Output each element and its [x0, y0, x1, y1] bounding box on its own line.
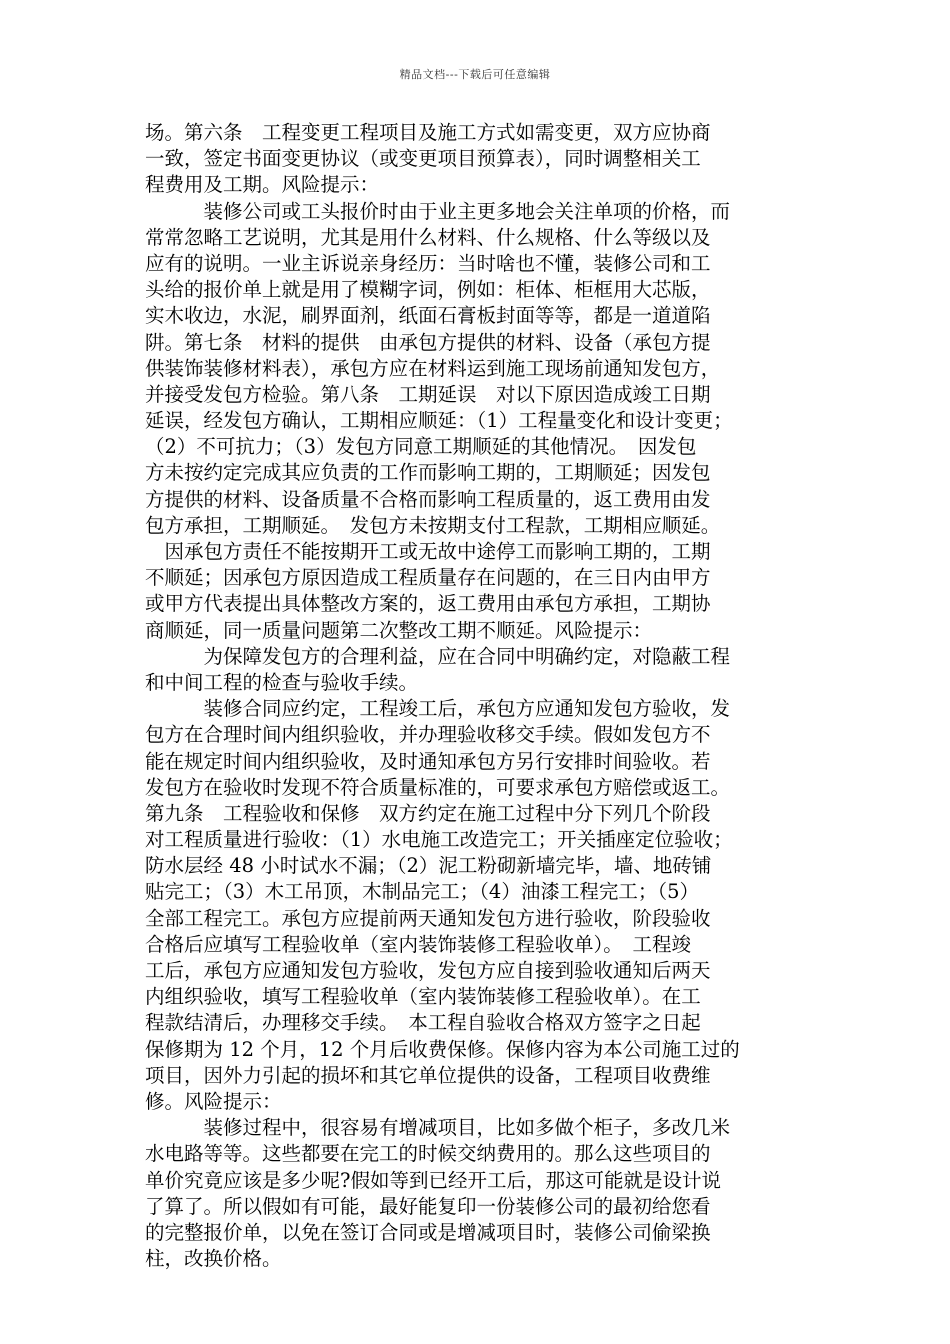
text-line: 修。风险提示： — [145, 1089, 282, 1113]
text-line: 应有的说明。一业主诉说亲身经历：当时啥也不懂，装修公司和工 — [145, 251, 711, 275]
page-header: 精品文档---下载后可任意编辑 — [399, 68, 551, 81]
text-line: 了算了。所以假如有可能，最好能复印一份装修公司的最初给您看 — [145, 1194, 711, 1218]
text-line: 的完整报价单，以免在签订合同或是增减项目时，装修公司偷梁换 — [145, 1220, 711, 1244]
text-line: 延误，经发包方确认，工期相应顺延：（1）工程量变化和设计变更； — [145, 409, 733, 433]
text-line: 阱。第七条 材料的提供 由承包方提供的材料、设备（承包方提 — [145, 330, 711, 354]
text-line: 程费用及工期。风险提示： — [145, 173, 380, 197]
text-line: 对工程质量进行验收：（1）水电施工改造完工；开关插座定位验收； — [145, 828, 733, 852]
text-line: 因承包方责任不能按期开工或无故中途停工而影响工期的，工期 — [145, 540, 711, 563]
text-line: 柱，改换价格。 — [145, 1247, 282, 1271]
text-line: 全部工程完工。承包方应提前两天通知发包方进行验收，阶段验收 — [145, 906, 711, 930]
text-line: 防水层经 48 小时试水不漏；（2）泥工粉砌新墙完毕，墙、地砖铺 — [145, 854, 712, 878]
text-line: 装修合同应约定，工程竣工后，承包方应通知发包方验收，发 — [145, 697, 731, 721]
text-line: 内组织验收，填写工程验收单（室内装饰装修工程验收单）。在工 — [145, 985, 701, 1009]
text-line: 常常忽略工艺说明，尤其是用什么材料、什么规格、什么等级以及 — [145, 225, 711, 249]
text-line: 头给的报价单上就是用了模糊字词，例如：柜体、柜框用大芯版， — [145, 278, 711, 302]
text-line: 程款结清后，办理移交手续。 本工程自验收合格双方签字之日起 — [145, 1011, 701, 1035]
text-line: 项目，因外力引起的损坏和其它单位提供的设备，工程项目收费维 — [145, 1063, 711, 1087]
text-line: 单价究竟应该是多少呢?假如等到已经开工后，那这可能就是设计说 — [145, 1168, 721, 1192]
text-line: 贴完工；（3）木工吊顶，木制品完工；（4）油漆工程完工；（5） — [145, 880, 699, 904]
text-line: 方未按约定完成其应负责的工作而影响工期的，工期顺延；因发包 — [145, 461, 711, 485]
text-line: 第九条 工程验收和保修 双方约定在施工过程中分下列几个阶段 — [145, 801, 711, 825]
text-line: 方提供的材料、设备质量不合格而影响工程质量的，返工费用由发 — [145, 487, 711, 511]
text-line: 能在规定时间内组织验收，及时通知承包方另行安排时间验收。若 — [145, 749, 711, 773]
text-line: 为保障发包方的合理利益，应在合同中明确约定，对隐蔽工程 — [145, 644, 731, 668]
text-line: 装修过程中，很容易有增减项目，比如多做个柜子，多改几米 — [145, 1116, 731, 1140]
text-line: 一致，签定书面变更协议（或变更项目预算表），同时调整相关工 — [145, 147, 701, 171]
text-line: 包方承担，工期顺延。 发包方未按期支付工程款，工期相应顺延。 — [145, 513, 721, 537]
text-line: 保修期为 12 个月，12 个月后收费保修。保修内容为本公司施工过的 — [145, 1037, 740, 1061]
text-line: 发包方在验收时发现不符合质量标准的，可要求承包方赔偿或返工。 — [145, 775, 731, 799]
text-line: 装修公司或工头报价时由于业主更多地会关注单项的价格，而 — [145, 199, 731, 223]
text-line: 不顺延；因承包方原因造成工程质量存在问题的，在三日内由甲方 — [145, 566, 711, 590]
text-line: 并接受发包方检验。第八条 工期延误 对以下原因造成竣工日期 — [145, 382, 711, 406]
text-line: 场。第六条 工程变更工程项目及施工方式如需变更，双方应协商 — [145, 121, 711, 144]
text-line: 合格后应填写工程验收单（室内装饰装修工程验收单）。 工程竣 — [145, 932, 692, 956]
text-line: （2）不可抗力；（3）发包方同意工期顺延的其他情况。 因发包 — [145, 435, 697, 459]
text-line: 水电路等等。这些都要在完工的时候交纳费用的。那么这些项目的 — [145, 1142, 711, 1166]
text-line: 工后，承包方应通知发包方验收，发包方应自接到验收通知后两天 — [145, 959, 711, 982]
text-line: 包方在合理时间内组织验收，并办理验收移交手续。假如发包方不 — [145, 723, 711, 747]
document-body — [145, 120, 810, 1272]
text-line: 商顺延，同一质量问题第二次整改工期不顺延。风险提示： — [145, 618, 653, 642]
text-line: 和中间工程的检查与验收手续。 — [145, 670, 419, 694]
text-line: 或甲方代表提出具体整改方案的，返工费用由承包方承担，工期协 — [145, 592, 711, 616]
text-line: 实木收边，水泥，刷界面剂，纸面石膏板封面等等，都是一道道陷 — [145, 304, 711, 328]
text-line: 供装饰装修材料表），承包方应在材料运到施工现场前通知发包方， — [145, 356, 721, 380]
